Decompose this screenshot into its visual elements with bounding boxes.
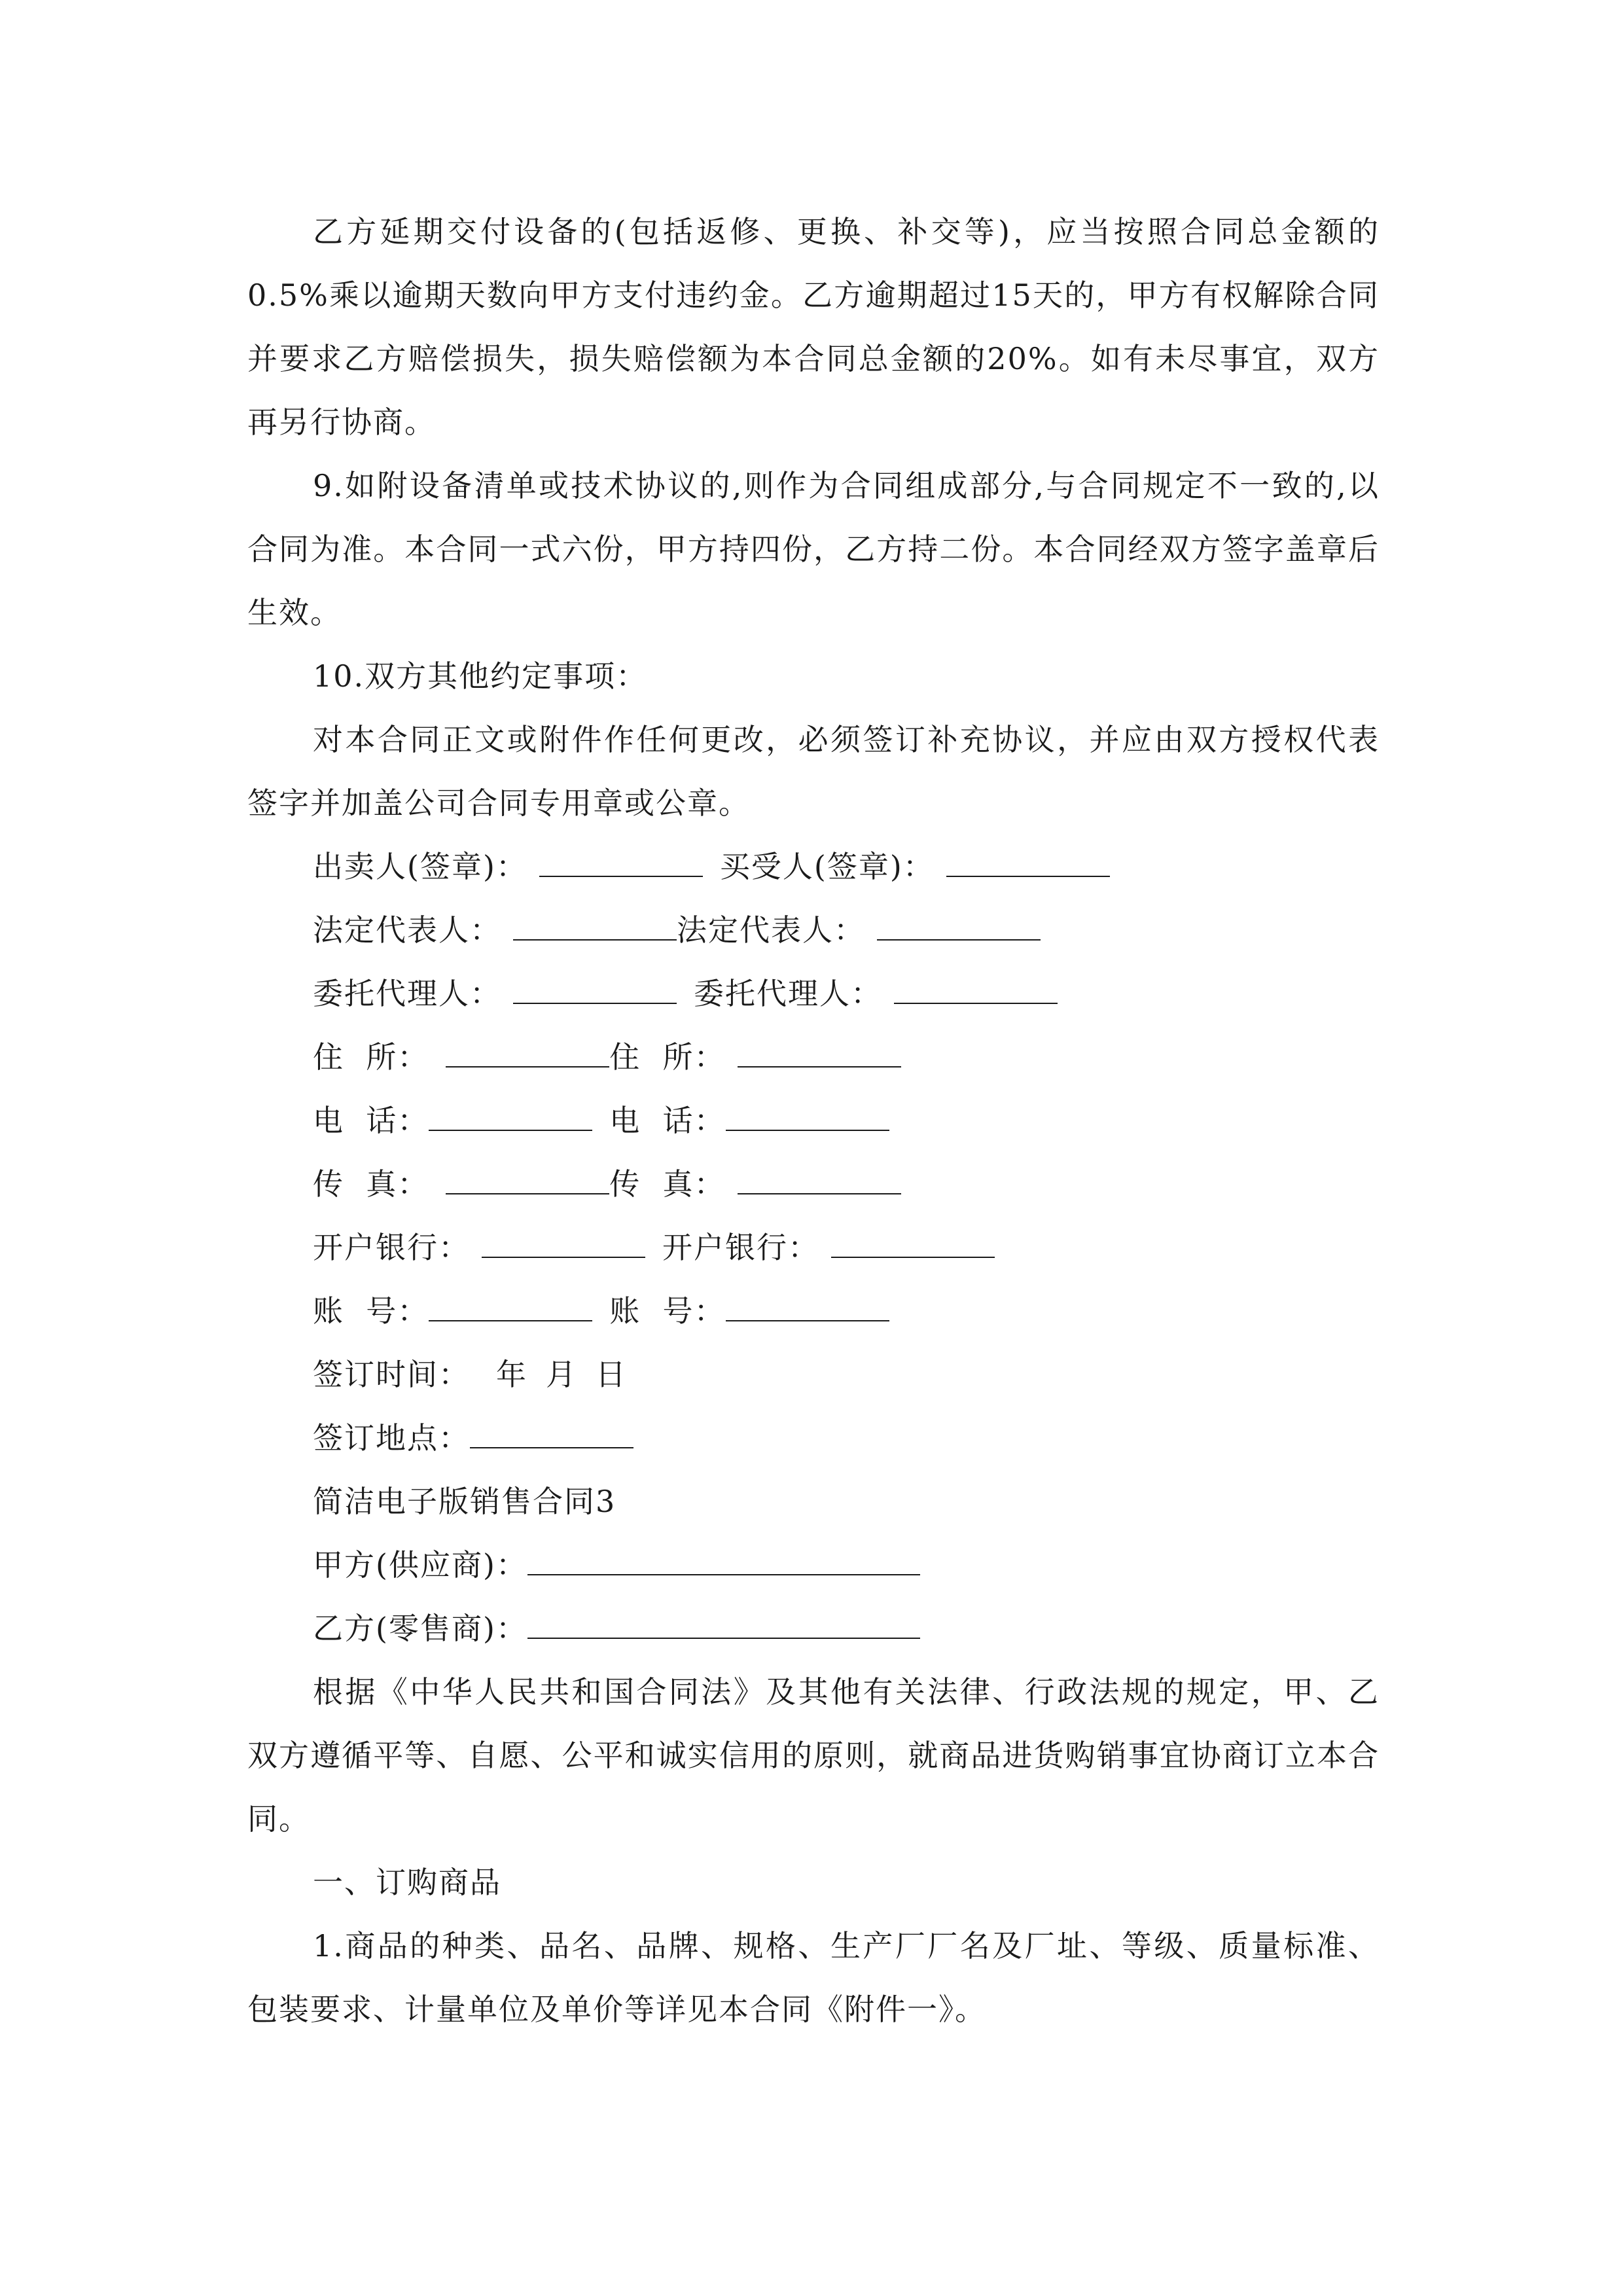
contract3-title: 简洁电子版销售合同3 <box>313 1484 616 1519</box>
bank-right-label: 开户银行： <box>662 1230 819 1265</box>
legal-rep-left-label: 法定代表人： <box>313 912 501 948</box>
agent-left-blank <box>513 983 677 1004</box>
signature-row-account <box>247 1280 1380 1343</box>
address-right-label: 住 所： <box>609 1039 726 1075</box>
signature-row-seller-buyer <box>247 835 1380 899</box>
phone-right-blank <box>726 1110 889 1131</box>
fax-right-label: 传 真： <box>609 1166 726 1202</box>
bank-left-label: 开户银行： <box>313 1230 470 1265</box>
account-left-label: 账 号： <box>313 1293 429 1329</box>
paragraph-clause-9: 9.如附设备清单或技术协议的,则作为合同组成部分,与合同规定不一致的,以合同为准。本合同一式六份，甲方持四份，乙方持二份。本合同经双方签字盖章后生效。 <box>247 468 1380 630</box>
party-a-blank <box>527 1554 920 1575</box>
party-a-row <box>247 1534 1380 1597</box>
account-right-blank <box>726 1300 889 1321</box>
fax-left-blank <box>446 1174 609 1194</box>
signature-row-bank <box>247 1216 1380 1280</box>
address-left-label: 住 所： <box>313 1039 429 1075</box>
seller-seal-label: 出卖人(签章)： <box>313 849 527 884</box>
sign-date-month: 月 <box>546 1357 577 1392</box>
buyer-seal-blank <box>946 856 1110 877</box>
bank-left-blank <box>482 1237 645 1258</box>
paragraph-clause-10-heading: 10.双方其他约定事项： <box>313 658 648 694</box>
section1-title: 一、订购商品 <box>313 1865 501 1900</box>
party-b-row <box>247 1597 1380 1660</box>
fax-left-label: 传 真： <box>313 1166 429 1202</box>
agent-right-blank <box>894 983 1058 1004</box>
agent-left-label: 委托代理人： <box>313 976 501 1011</box>
document-body <box>247 200 1380 2041</box>
sign-place-row <box>247 1407 1380 1470</box>
phone-left-blank <box>429 1110 592 1131</box>
buyer-seal-label: 买受人(签章)： <box>719 849 935 884</box>
party-b-label: 乙方(零售商)： <box>313 1611 527 1646</box>
signature-row-phone <box>247 1089 1380 1153</box>
legal-rep-left-blank <box>513 920 677 941</box>
agent-right-label: 委托代理人： <box>694 976 882 1011</box>
signature-row-legal-representative <box>247 899 1380 962</box>
signature-row-fax <box>247 1153 1380 1216</box>
sign-place-blank <box>470 1427 633 1448</box>
sign-date-year: 年 <box>496 1357 527 1392</box>
address-left-blank <box>446 1047 609 1067</box>
sign-date-day: 日 <box>596 1357 627 1392</box>
bank-right-blank <box>831 1237 995 1258</box>
account-left-blank <box>429 1300 592 1321</box>
fax-right-blank <box>738 1174 901 1194</box>
sign-place-label: 签订地点： <box>313 1420 470 1456</box>
party-b-blank <box>527 1618 920 1639</box>
signature-row-agent <box>247 962 1380 1026</box>
paragraph-late-delivery-penalty: 乙方延期交付设备的(包括返修、更换、补交等)，应当按照合同总金额的0.5%乘以逾期天数向甲方支付违约金。乙方逾期超过15天的，甲方有权解除合同并要求乙方赔偿损失，损失赔偿额为本合同总金额的20%。如有未尽事宜，双方再另行协商。 <box>247 214 1380 440</box>
sign-date-label: 签订时间： <box>313 1357 470 1392</box>
legal-rep-right-label: 法定代表人： <box>677 912 865 948</box>
sign-date-row <box>247 1343 1380 1407</box>
party-a-label: 甲方(供应商)： <box>313 1547 527 1583</box>
signature-row-address <box>247 1026 1380 1089</box>
phone-right-label: 电 话： <box>609 1103 726 1138</box>
section1-item1: 1.商品的种类、品名、品牌、规格、生产厂厂名及厂址、等级、质量标准、包装要求、计量单位及单价等详见本合同《附件一》。 <box>247 1928 1380 2027</box>
address-right-blank <box>738 1047 901 1067</box>
account-right-label: 账 号： <box>609 1293 726 1329</box>
contract3-intro: 根据《中华人民共和国合同法》及其他有关法律、行政法规的规定，甲、乙双方遵循平等、自愿、公平和诚实信用的原则，就商品进货购销事宜协商订立本合同。 <box>247 1674 1380 1837</box>
legal-rep-right-blank <box>877 920 1041 941</box>
paragraph-amendment-clause: 对本合同正文或附件作任何更改，必须签订补充协议，并应由双方授权代表签字并加盖公司合同专用章或公章。 <box>247 722 1380 821</box>
phone-left-label: 电 话： <box>313 1103 429 1138</box>
seller-seal-blank <box>539 856 703 877</box>
